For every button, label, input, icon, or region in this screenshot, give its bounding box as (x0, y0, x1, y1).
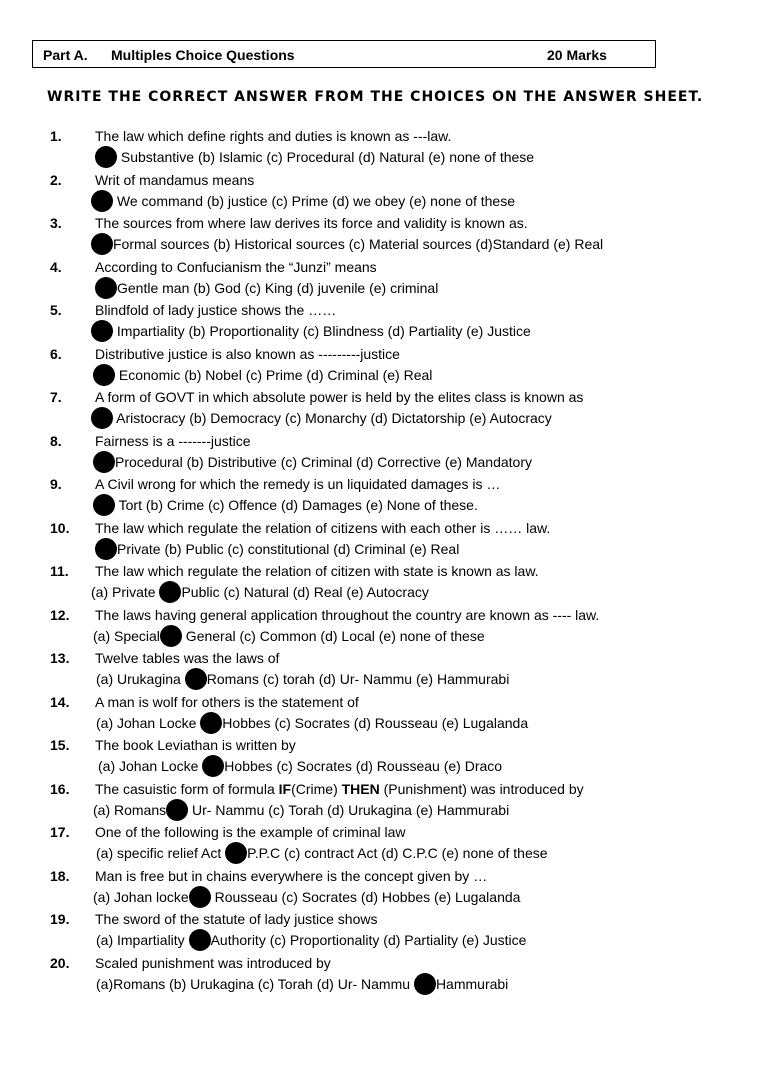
keyword-text: THEN (341, 780, 380, 797)
question-text: A Civil wrong for which the remedy is un liquidated damages is … (95, 476, 501, 492)
answer-options (96, 668, 509, 690)
instruction-text: WRITE THE CORRECT ANSWER FROM THE CHOICES ON THE ANSWER SHEET. (47, 89, 704, 105)
filled-answer-bubble (185, 668, 207, 690)
options-after-answer: Procedural (b) Distributive (c) Criminal (d) Corrective (e) Mandatory (115, 453, 532, 470)
options-after-answer: Public (c) Natural (d) Real (e) Autocracy (181, 584, 429, 600)
question-text-part: (Crime) (291, 780, 342, 797)
options-after-answer: Rousseau (c) Socrates (d) Hobbes (e) Lugalanda (210, 888, 521, 905)
answer-options (93, 451, 532, 473)
answer-options (98, 755, 502, 777)
options-after-answer: Hobbes (c) Socrates (d) Rousseau (e) Lugalanda (222, 714, 529, 731)
answer-options (95, 538, 459, 560)
answer-options (96, 929, 526, 951)
question-number: 1. (50, 128, 62, 144)
filled-answer-bubble (91, 190, 113, 212)
options-before-answer: (a) Private (91, 584, 160, 600)
options-before-answer: (a) Johan Locke (98, 758, 203, 774)
question-number: 4. (50, 258, 62, 275)
question-text: One of the following is the example of criminal law (95, 824, 406, 840)
options-after-answer: Aristocracy (b) Democracy (c) Monarchy (d) Dictatorship (e) Autocracy (113, 410, 552, 426)
filled-answer-bubble (93, 364, 115, 386)
question-number: 18. (50, 867, 70, 884)
question-text: Scaled punishment was introduced by (95, 954, 331, 971)
options-before-answer: (a) specific relief Act (96, 845, 226, 861)
question-text: A form of GOVT in which absolute power is held by the elites class is known as (95, 389, 584, 405)
filled-answer-bubble (91, 407, 113, 429)
question-number: 12. (50, 606, 70, 623)
answer-options (91, 190, 515, 212)
question-number: 2. (50, 171, 62, 188)
options-after-answer: General (c) Common (d) Local (e) none of these (181, 627, 485, 644)
answer-options (93, 886, 520, 908)
question-text: The laws having general application throughout the country are known as ---- law. (95, 606, 600, 623)
answer-options (96, 973, 508, 995)
options-after-answer: Private (b) Public (c) constitutional (d) Criminal (e) Real (117, 540, 460, 557)
filled-answer-bubble (189, 929, 211, 951)
question-number: 13. (50, 650, 70, 666)
filled-answer-bubble (200, 712, 222, 734)
filled-answer-bubble (166, 799, 188, 821)
question-number: 5. (50, 302, 62, 318)
filled-answer-bubble (95, 277, 117, 299)
question-text: The sword of the statute of lady justice shows (95, 911, 378, 927)
options-before-answer: (a) Johan Locke (96, 714, 201, 731)
section-header-box (32, 40, 656, 68)
filled-answer-bubble (159, 581, 181, 603)
answer-options (93, 625, 485, 647)
options-before-answer: (a)Romans (b) Urukagina (c) Torah (d) Ur- Nammu (96, 975, 414, 992)
filled-answer-bubble (93, 494, 115, 516)
question-text: The law which regulate the relation of citizens with each other is …… law. (95, 519, 551, 536)
filled-answer-bubble (95, 538, 117, 560)
filled-answer-bubble (160, 625, 182, 647)
question-text: Man is free but in chains everywhere is the concept given by … (95, 867, 488, 884)
question-number: 8. (50, 432, 62, 449)
answer-options (91, 581, 429, 603)
question-number: 10. (50, 519, 70, 536)
question-number: 3. (50, 215, 62, 231)
options-after-answer: Impartiality (b) Proportionality (c) Blindness (d) Partiality (e) Justice (113, 323, 531, 339)
filled-answer-bubble (414, 973, 436, 995)
question-number: 15. (50, 737, 70, 753)
question-number: 17. (50, 824, 70, 840)
answer-options (93, 494, 478, 516)
options-after-answer: Authority (c) Proportionality (d) Partiality (e) Justice (210, 932, 527, 948)
question-text: Writ of mandamus means (95, 171, 255, 188)
part-label: Part A. (43, 47, 88, 63)
filled-answer-bubble (95, 146, 117, 168)
question-text-part: (Punishment) was introduced by (379, 780, 584, 797)
question-number: 14. (50, 693, 70, 710)
question-text: The law which define rights and duties is known as ---law. (95, 128, 452, 144)
options-before-answer: (a) Romans (93, 801, 167, 818)
question-text: A man is wolf for others is the statement of (95, 693, 359, 710)
answer-options (95, 146, 534, 168)
keyword-text: IF (278, 780, 292, 797)
section-title: Multiples Choice Questions (111, 47, 295, 63)
question-number: 7. (50, 389, 62, 405)
answer-options (95, 277, 438, 299)
options-after-answer: Substantive (b) Islamic (c) Procedural (d) Natural (e) none of these (117, 149, 535, 165)
filled-answer-bubble (93, 451, 115, 473)
options-before-answer: (a) Urukagina (96, 671, 185, 687)
question-number: 20. (50, 954, 70, 971)
answer-options (91, 320, 531, 342)
question-text: Fairness is a -------justice (95, 432, 251, 449)
options-after-answer: Romans (c) torah (d) Ur- Nammu (e) Hammurabi (206, 671, 510, 687)
filled-answer-bubble (202, 755, 224, 777)
options-after-answer: We command (b) justice (c) Prime (d) we obey (e) none of these (113, 192, 516, 209)
question-text (95, 781, 584, 797)
answer-options (91, 407, 552, 429)
filled-answer-bubble (225, 842, 247, 864)
options-before-answer: (a) Impartiality (96, 932, 189, 948)
filled-answer-bubble (91, 320, 113, 342)
answer-options (96, 712, 528, 734)
question-text: Blindfold of lady justice shows the …… (95, 302, 337, 318)
question-number: 9. (50, 476, 62, 492)
question-number: 16. (50, 780, 70, 797)
question-text: The book Leviathan is written by (95, 737, 296, 753)
options-after-answer: Formal sources (b) Historical sources (c) Material sources (d)Standard (e) Real (113, 236, 604, 252)
options-after-answer: Economic (b) Nobel (c) Prime (d) Criminal (e) Real (115, 366, 433, 383)
filled-answer-bubble (189, 886, 211, 908)
options-after-answer: P.P.C (c) contract Act (d) C.P.C (e) none of these (247, 845, 548, 861)
answer-options (91, 233, 603, 255)
question-text-part: The casuistic form of formula (95, 780, 279, 797)
question-text: The law which regulate the relation of citizen with state is known as law. (95, 563, 539, 579)
answer-options (93, 799, 509, 821)
options-after-answer: Hammurabi (435, 975, 509, 992)
answer-options (96, 842, 548, 864)
answer-options (93, 364, 432, 386)
question-text: Distributive justice is also known as ---------justice (95, 345, 400, 362)
question-text: Twelve tables was the laws of (95, 650, 280, 666)
options-after-answer: Ur- Nammu (c) Torah (d) Urukagina (e) Hammurabi (188, 801, 510, 818)
filled-answer-bubble (91, 233, 113, 255)
question-number: 19. (50, 911, 70, 927)
options-before-answer: (a) Johan locke (93, 888, 189, 905)
options-after-answer: Hobbes (c) Socrates (d) Rousseau (e) Draco (224, 758, 503, 774)
options-after-answer: Tort (b) Crime (c) Offence (d) Damages (e) None of these. (115, 497, 478, 513)
marks-label: 20 Marks (547, 47, 607, 63)
question-number: 11. (50, 563, 69, 579)
question-number: 6. (50, 345, 62, 362)
question-text: According to Confucianism the “Junzi” means (95, 258, 377, 275)
options-before-answer: (a) Special (93, 627, 160, 644)
question-text: The sources from where law derives its force and validity is known as. (95, 215, 528, 231)
options-after-answer: Gentle man (b) God (c) King (d) juvenile (e) criminal (117, 279, 439, 296)
